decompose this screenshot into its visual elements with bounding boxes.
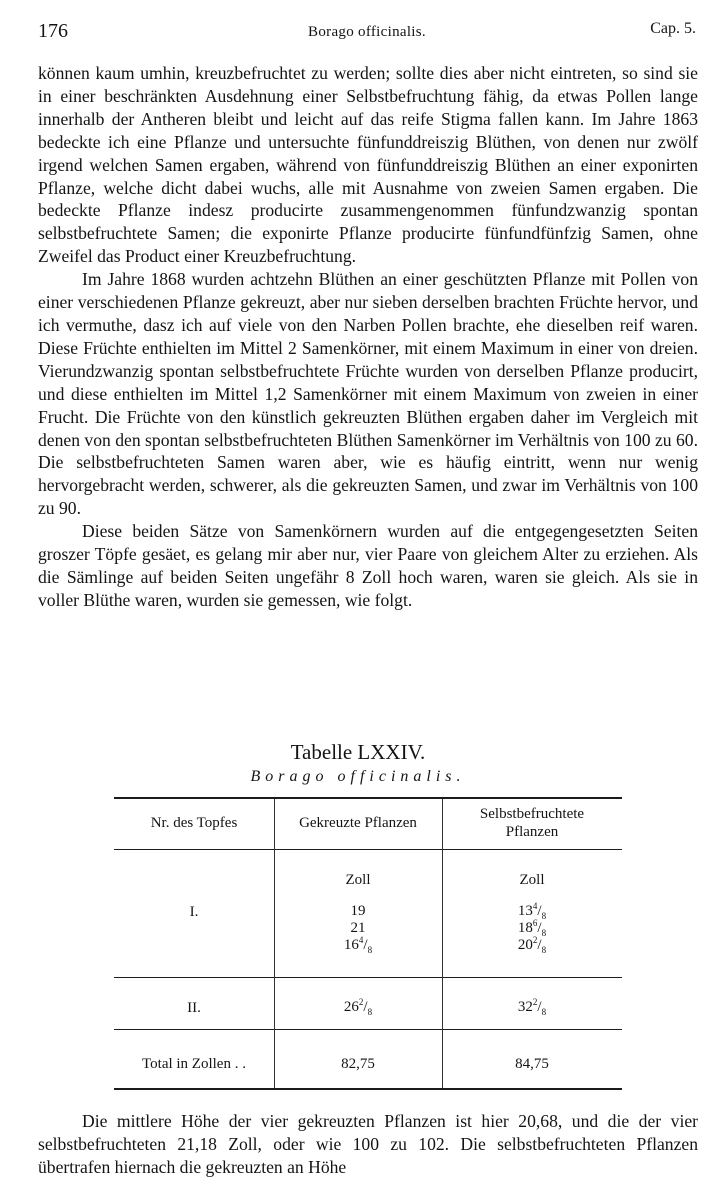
value-cell: 19 [350, 903, 366, 919]
value-cell: $20^2/_8$ [517, 935, 547, 955]
column-header-crossed: Gekreuzte Pflanzen [299, 815, 417, 831]
total-self: 84,75 [515, 1056, 549, 1072]
body-text-continued [38, 1110, 698, 1179]
paragraph: Im Jahre 1868 wurden achtzehn Blüthen an einer geschützten Pflanze mit Pollen von einer verschiedenen Pflanze gekreuzt, aber nur sieben derselben brachten Früchte hervor, und ich vermuthe, dasz ich auf viele von den Narben Pollen brachte, ehe dieselben reif waren. Diese Früchte enthielten im Mittel 2 Samenkörner, mit einem Maximum in einer von dreien. Vierundzwanzig spontan selbstbefruchtete Früchte wurden von derselben Pflanze producirt, und diese enthielten im Mittel 1,2 Samenkörner mit einem Maximum von zweien in einer Frucht. Die Früchte von den künstlich gekreuzten Blüthen ergaben daher im Vergleich mit denen von den spontan selbstbefruchteten Blüthen Samenkörner im Verhältnis von 100 zu 60. Die selbstbefruchteten Samen waren aber, wie es häufig eintritt, wenn nur wenig hervorgebracht werden, schwerer, als die gekreuzten Samen, und zwar im Verhältnis von 100 zu 90. [38, 269, 698, 519]
value-cell: $13^4/_8$ [517, 901, 547, 921]
paragraph: können kaum umhin, kreuzbefruchtet zu werden; sollte dies aber nicht eintreten, so sind sie in einer beschränkten Ausdehnung einer Selbstbefruchtung fähig, da etwas Pollen lange innerhalb der Antheren bleibt und leicht auf das reife Stigma fallen kann. Im Jahre 1863 bedeckte ich eine Pflanze und untersuchte fünfunddreiszig Blüthen, von denen nur zwölf irgend welchen Samen ergaben, während von fünfunddreiszig Blüthen an einer exponirten Pflanze, welche dicht dabei wuchs, alle mit Ausnahme von zweien Samen ergaben. Die bedeckte Pflanze indesz producirte zusammengenommen fünfundzwanzig spontan selbstbefruchtete Samen; die exponirte Pflanze producirte fünfundfünfzig Samen, ohne Zweifel das Product einer Kreuzbefruchtung. [38, 63, 698, 267]
total-crossed: 82,75 [341, 1056, 375, 1072]
column-header-pot: Nr. des Topfes [150, 815, 238, 831]
self-values [442, 999, 622, 1016]
data-table [114, 797, 622, 1090]
value-cell: 21 [350, 920, 366, 936]
running-title: Borago officinalis. [308, 24, 426, 40]
pot-number: II. [187, 1000, 201, 1016]
value-cell: $16^4/_8$ [343, 935, 373, 955]
unit-label-self: Zoll [519, 872, 545, 888]
table-bottom-rule [114, 1088, 622, 1090]
table-title: Tabelle LXXIV. [290, 740, 426, 764]
pot-number: I. [189, 904, 199, 920]
paragraph: Die mittlere Höhe der vier gekreuzten Pflanzen ist hier 20,68, und die der vier selbstbefruchteten 21,18 Zoll, oder wie 100 zu 102. Die selbstbefruchteten Pflanzen übertrafen hiernach die gekreuzten an Höhe [38, 1111, 698, 1177]
chapter-label: Cap. 5. [650, 20, 696, 37]
page-number: 176 [38, 20, 68, 42]
page-header [38, 20, 696, 50]
unit-label-crossed: Zoll [345, 872, 371, 888]
table-subtitle: Borago officinalis. [250, 768, 466, 785]
crossed-values [274, 999, 442, 1016]
table-top-rule [114, 797, 622, 799]
paragraph: Diese beiden Sätze von Samenkörnern wurden auf die entgegengesetzten Seiten groszer Töpfe gesäet, es gelang mir aber nur, vier Paare von gleichem Alter zu erziehen. Als die Sämlinge auf beiden Seiten ungefähr 8 Zoll hoch waren, waren sie gleich. Als sie in voller Blüthe waren, wurden sie gemessen, wie folgt. [38, 521, 698, 610]
value-cell: $26^2/_8$ [343, 997, 373, 1017]
value-cell: $32^2/_8$ [517, 997, 547, 1017]
table-header-rule [114, 849, 622, 850]
body-text [38, 62, 698, 612]
total-label: Total in Zollen . . [142, 1056, 246, 1072]
crossed-values [274, 903, 442, 954]
column-header-self: Selbstbefruchtete Pflanzen [479, 806, 585, 840]
self-values [442, 903, 622, 954]
table-row-rule [114, 977, 622, 978]
table-total-rule [114, 1029, 622, 1030]
value-cell: $18^6/_8$ [517, 918, 547, 938]
